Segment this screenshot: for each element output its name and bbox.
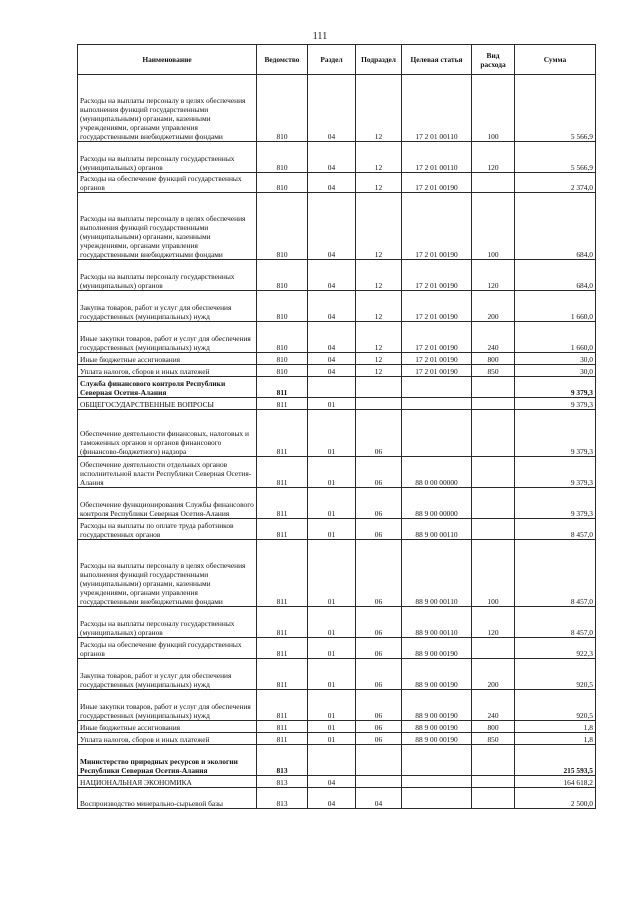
cell-vedomstvo: 811 — [257, 721, 308, 733]
cell-name: Уплата налогов, сборов и иных платежей — [78, 365, 257, 377]
cell-podrazdel — [356, 398, 402, 410]
table-row — [78, 776, 596, 788]
cell-statya — [402, 377, 472, 398]
cell-name: Министерство природных ресурсов и экологии Республики Северная Осетия-Алания — [78, 745, 257, 776]
cell-vedomstvo: 810 — [257, 260, 308, 291]
cell-vid: 850 — [472, 733, 515, 745]
cell-podrazdel: 06 — [356, 659, 402, 690]
cell-vid: 200 — [472, 659, 515, 690]
cell-podrazdel: 12 — [356, 193, 402, 260]
cell-name: Иные бюджетные ассигнования — [78, 353, 257, 365]
cell-vedomstvo: 811 — [257, 377, 308, 398]
cell-statya: 88 9 00 00190 — [402, 690, 472, 721]
cell-vedomstvo: 811 — [257, 488, 308, 519]
cell-podrazdel: 04 — [356, 788, 402, 809]
table-body — [78, 75, 596, 809]
cell-vid — [472, 457, 515, 488]
table-row — [78, 75, 596, 142]
cell-statya: 17 2 01 00190 — [402, 173, 472, 193]
cell-name: Закупка товаров, работ и услуг для обеспечения государственных (муниципальных) нужд — [78, 659, 257, 690]
table-row — [78, 377, 596, 398]
table-header-row — [78, 45, 596, 75]
cell-podrazdel: 06 — [356, 457, 402, 488]
cell-vid — [472, 488, 515, 519]
cell-razdel: 04 — [308, 260, 356, 291]
cell-name: Иные закупки товаров, работ и услуг для обеспечения государственных (муниципальных) нужд — [78, 690, 257, 721]
cell-podrazdel: 12 — [356, 353, 402, 365]
cell-vid: 800 — [472, 721, 515, 733]
cell-name: Расходы на обеспечение функций государственных органов — [78, 638, 257, 659]
cell-summa: 8 457,0 — [515, 519, 596, 540]
cell-name: Расходы на обеспечение функций государственных органов — [78, 173, 257, 193]
cell-vedomstvo: 810 — [257, 365, 308, 377]
cell-razdel: 04 — [308, 193, 356, 260]
cell-vid — [472, 776, 515, 788]
cell-statya — [402, 745, 472, 776]
cell-vid — [472, 638, 515, 659]
cell-podrazdel: 12 — [356, 291, 402, 322]
cell-vedomstvo: 813 — [257, 745, 308, 776]
cell-podrazdel: 12 — [356, 365, 402, 377]
table-row — [78, 291, 596, 322]
cell-statya: 17 2 01 00190 — [402, 365, 472, 377]
table-row — [78, 690, 596, 721]
cell-statya — [402, 398, 472, 410]
cell-summa: 922,3 — [515, 638, 596, 659]
cell-summa: 684,0 — [515, 260, 596, 291]
cell-statya: 88 9 00 00190 — [402, 638, 472, 659]
cell-vid: 120 — [472, 607, 515, 638]
cell-podrazdel: 06 — [356, 733, 402, 745]
table-row — [78, 457, 596, 488]
column-header-vid: Вид расхода — [472, 45, 515, 75]
cell-razdel: 01 — [308, 721, 356, 733]
cell-vid — [472, 745, 515, 776]
cell-razdel: 01 — [308, 733, 356, 745]
table-row — [78, 142, 596, 173]
cell-razdel: 04 — [308, 788, 356, 809]
cell-vedomstvo: 810 — [257, 322, 308, 353]
cell-vid: 120 — [472, 142, 515, 173]
cell-vid: 240 — [472, 690, 515, 721]
cell-razdel: 01 — [308, 398, 356, 410]
cell-summa: 9 379,3 — [515, 410, 596, 457]
cell-name: Расходы на выплаты персоналу в целях обеспечения выполнения функций государственными (муниципальными) органами, казенными учреждениями, органами управления государственными внебюджетными фондами — [78, 75, 257, 142]
cell-statya: 17 2 01 00190 — [402, 291, 472, 322]
cell-podrazdel — [356, 377, 402, 398]
column-header-razdel: Раздел — [308, 45, 356, 75]
cell-razdel: 01 — [308, 607, 356, 638]
cell-name: Расходы на выплаты персоналу в целях обеспечения выполнения функций государственными (муниципальными) органами, казенными учреждениями, органами управления государственными внебюджетными фондами — [78, 193, 257, 260]
cell-statya: 17 2 01 00190 — [402, 322, 472, 353]
cell-vedomstvo: 811 — [257, 733, 308, 745]
cell-razdel: 04 — [308, 173, 356, 193]
cell-podrazdel: 06 — [356, 690, 402, 721]
cell-vid: 850 — [472, 365, 515, 377]
cell-statya: 17 2 01 00190 — [402, 193, 472, 260]
cell-summa: 1,8 — [515, 733, 596, 745]
cell-summa: 8 457,0 — [515, 607, 596, 638]
cell-name: Обеспечение деятельности отдельных органов исполнительной власти Республики Северная Осетия-Алания — [78, 457, 257, 488]
column-header-vedomstvo: Ведомство — [257, 45, 308, 75]
table-row — [78, 353, 596, 365]
cell-vedomstvo: 810 — [257, 353, 308, 365]
cell-podrazdel — [356, 776, 402, 788]
cell-razdel: 01 — [308, 457, 356, 488]
cell-podrazdel: 06 — [356, 540, 402, 607]
cell-vedomstvo: 811 — [257, 540, 308, 607]
cell-razdel: 01 — [308, 638, 356, 659]
cell-podrazdel: 12 — [356, 75, 402, 142]
cell-name: Обеспечение деятельности финансовых, налоговых и таможенных органов и органов финансового (финансово-бюджетного) надзора — [78, 410, 257, 457]
cell-name: Уплата налогов, сборов и иных платежей — [78, 733, 257, 745]
cell-statya: 88 0 00 00000 — [402, 457, 472, 488]
column-header-statya: Целевая статья — [402, 45, 472, 75]
cell-statya: 17 2 01 00110 — [402, 142, 472, 173]
cell-vid: 120 — [472, 260, 515, 291]
cell-name: Обеспечение функционирования Службы финансового контроля Республики Северная Осетия-Алания — [78, 488, 257, 519]
cell-summa: 1 660,0 — [515, 291, 596, 322]
cell-razdel: 04 — [308, 142, 356, 173]
cell-summa: 2 500,0 — [515, 788, 596, 809]
cell-statya: 88 9 00 00190 — [402, 659, 472, 690]
cell-vid: 240 — [472, 322, 515, 353]
cell-summa: 920,5 — [515, 659, 596, 690]
cell-summa: 9 379,3 — [515, 398, 596, 410]
cell-vid — [472, 410, 515, 457]
cell-vid: 200 — [472, 291, 515, 322]
cell-statya: 17 2 01 00190 — [402, 260, 472, 291]
cell-podrazdel: 06 — [356, 488, 402, 519]
cell-name: НАЦИОНАЛЬНАЯ ЭКОНОМИКА — [78, 776, 257, 788]
cell-podrazdel: 12 — [356, 173, 402, 193]
table-row — [78, 365, 596, 377]
cell-summa: 9 379,3 — [515, 377, 596, 398]
table-row — [78, 607, 596, 638]
cell-name: Иные закупки товаров, работ и услуг для обеспечения государственных (муниципальных) нужд — [78, 322, 257, 353]
cell-name: Расходы на выплаты персоналу в целях обеспечения выполнения функций государственными (муниципальными) органами, казенными учреждениями, органами управления государственными внебюджетными фондами — [78, 540, 257, 607]
cell-razdel: 01 — [308, 488, 356, 519]
cell-name: Расходы на выплаты по оплате труда работников государственных органов — [78, 519, 257, 540]
cell-vedomstvo: 813 — [257, 788, 308, 809]
cell-statya — [402, 776, 472, 788]
cell-vedomstvo: 810 — [257, 173, 308, 193]
column-header-name: Наименование — [78, 45, 257, 75]
cell-statya: 88 9 00 00110 — [402, 607, 472, 638]
cell-name: ОБЩЕГОСУДАРСТВЕННЫЕ ВОПРОСЫ — [78, 398, 257, 410]
cell-vedomstvo: 810 — [257, 75, 308, 142]
table-row — [78, 173, 596, 193]
cell-vedomstvo: 810 — [257, 291, 308, 322]
cell-vedomstvo: 811 — [257, 410, 308, 457]
cell-summa: 8 457,0 — [515, 540, 596, 607]
cell-razdel: 01 — [308, 659, 356, 690]
cell-razdel: 01 — [308, 410, 356, 457]
cell-statya: 17 2 01 00110 — [402, 75, 472, 142]
cell-name: Расходы на выплаты персоналу государственных (муниципальных) органов — [78, 260, 257, 291]
cell-summa: 5 566,9 — [515, 142, 596, 173]
cell-razdel: 04 — [308, 75, 356, 142]
cell-vedomstvo: 811 — [257, 398, 308, 410]
cell-name: Закупка товаров, работ и услуг для обеспечения государственных (муниципальных) нужд — [78, 291, 257, 322]
cell-razdel: 04 — [308, 322, 356, 353]
table-row — [78, 745, 596, 776]
cell-razdel: 01 — [308, 690, 356, 721]
cell-razdel — [308, 745, 356, 776]
cell-statya: 88 9 00 00110 — [402, 519, 472, 540]
cell-vid — [472, 398, 515, 410]
table-row — [78, 733, 596, 745]
cell-summa: 164 618,2 — [515, 776, 596, 788]
cell-vedomstvo: 811 — [257, 519, 308, 540]
cell-summa: 684,0 — [515, 193, 596, 260]
column-header-podrazdel: Подраздел — [356, 45, 402, 75]
cell-vid — [472, 788, 515, 809]
cell-vedomstvo: 811 — [257, 659, 308, 690]
cell-vedomstvo: 811 — [257, 690, 308, 721]
table-row — [78, 721, 596, 733]
cell-summa: 1,8 — [515, 721, 596, 733]
cell-name: Воспроизводство минерально-сырьевой базы — [78, 788, 257, 809]
budget-table — [77, 44, 596, 809]
table-row — [78, 322, 596, 353]
cell-vedomstvo: 813 — [257, 776, 308, 788]
cell-razdel: 01 — [308, 540, 356, 607]
cell-podrazdel: 12 — [356, 322, 402, 353]
cell-vid: 100 — [472, 193, 515, 260]
cell-statya: 17 2 01 00190 — [402, 353, 472, 365]
cell-vid — [472, 173, 515, 193]
table-row — [78, 788, 596, 809]
cell-vid — [472, 377, 515, 398]
cell-razdel: 04 — [308, 776, 356, 788]
cell-vid — [472, 519, 515, 540]
cell-vedomstvo: 811 — [257, 457, 308, 488]
cell-statya: 88 9 00 00190 — [402, 733, 472, 745]
table-row — [78, 638, 596, 659]
cell-name: Служба финансового контроля Республики Северная Осетия-Алания — [78, 377, 257, 398]
cell-summa: 920,5 — [515, 690, 596, 721]
cell-razdel — [308, 377, 356, 398]
cell-summa: 30,0 — [515, 353, 596, 365]
cell-podrazdel: 06 — [356, 519, 402, 540]
table-row — [78, 488, 596, 519]
cell-vedomstvo: 811 — [257, 607, 308, 638]
column-header-summa: Сумма — [515, 45, 596, 75]
cell-summa: 215 593,5 — [515, 745, 596, 776]
cell-summa: 2 374,0 — [515, 173, 596, 193]
cell-summa: 1 660,0 — [515, 322, 596, 353]
cell-vid: 100 — [472, 540, 515, 607]
cell-razdel: 01 — [308, 519, 356, 540]
table-row — [78, 260, 596, 291]
cell-statya: 88 9 00 00110 — [402, 540, 472, 607]
cell-podrazdel: 06 — [356, 410, 402, 457]
cell-podrazdel: 06 — [356, 721, 402, 733]
cell-razdel: 04 — [308, 353, 356, 365]
cell-summa: 9 379,3 — [515, 457, 596, 488]
cell-vedomstvo: 810 — [257, 193, 308, 260]
cell-podrazdel: 06 — [356, 607, 402, 638]
page-number: 111 — [312, 31, 328, 42]
cell-summa: 30,0 — [515, 365, 596, 377]
cell-statya — [402, 410, 472, 457]
cell-name: Расходы на выплаты персоналу государственных (муниципальных) органов — [78, 142, 257, 173]
table-row — [78, 540, 596, 607]
cell-vedomstvo: 811 — [257, 638, 308, 659]
cell-statya — [402, 788, 472, 809]
cell-vid: 800 — [472, 353, 515, 365]
cell-podrazdel: 12 — [356, 142, 402, 173]
table-row — [78, 410, 596, 457]
table-row — [78, 519, 596, 540]
cell-vedomstvo: 810 — [257, 142, 308, 173]
cell-razdel: 04 — [308, 291, 356, 322]
table-row — [78, 398, 596, 410]
cell-vid: 100 — [472, 75, 515, 142]
cell-name: Иные бюджетные ассигнования — [78, 721, 257, 733]
cell-summa: 5 566,9 — [515, 75, 596, 142]
cell-statya: 88 9 00 00190 — [402, 721, 472, 733]
table-row — [78, 193, 596, 260]
cell-podrazdel — [356, 745, 402, 776]
cell-razdel: 04 — [308, 365, 356, 377]
cell-podrazdel: 06 — [356, 638, 402, 659]
cell-statya: 88 9 00 00000 — [402, 488, 472, 519]
cell-name: Расходы на выплаты персоналу государственных (муниципальных) органов — [78, 607, 257, 638]
table-row — [78, 659, 596, 690]
cell-podrazdel: 12 — [356, 260, 402, 291]
cell-summa: 9 379,3 — [515, 488, 596, 519]
